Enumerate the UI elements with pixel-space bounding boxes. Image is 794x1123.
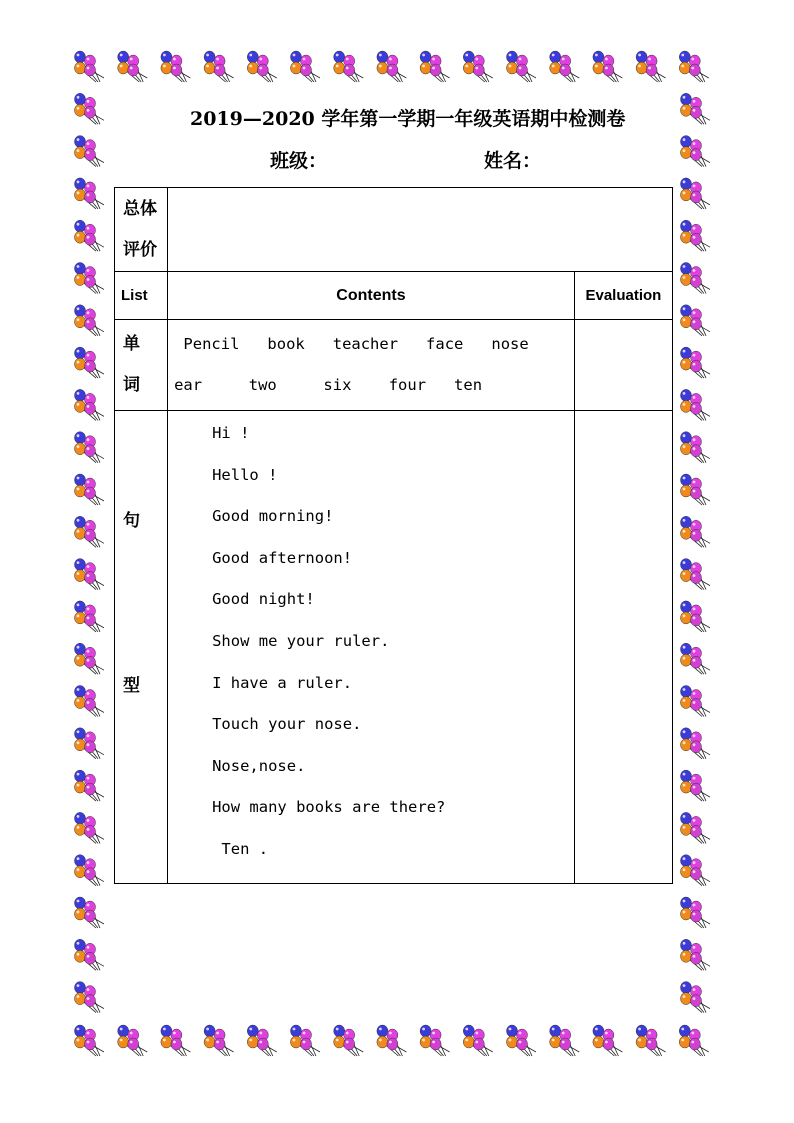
sentence-item: Good night! — [212, 590, 315, 609]
balloon-cluster-icon — [679, 1025, 709, 1056]
sentence-item: Good morning! — [212, 507, 334, 526]
balloon-cluster-icon — [681, 686, 711, 717]
balloon-cluster-icon — [463, 1025, 493, 1056]
balloon-cluster-icon — [334, 51, 364, 82]
sentences-row — [115, 411, 673, 884]
balloon-cluster-icon — [291, 51, 321, 82]
balloon-cluster-icon — [681, 474, 711, 505]
balloon-cluster-icon — [681, 982, 711, 1013]
vocabulary-label-1: 单 — [123, 334, 140, 354]
balloon-cluster-icon — [681, 220, 711, 251]
balloon-cluster-icon — [681, 812, 711, 843]
balloon-cluster-icon — [377, 1025, 407, 1056]
balloon-cluster-icon — [75, 559, 105, 590]
balloon-cluster-icon — [377, 51, 407, 82]
balloon-cluster-icon — [679, 51, 709, 82]
balloon-cluster-icon — [75, 178, 105, 209]
vocabulary-cell — [168, 320, 575, 411]
balloon-cluster-icon — [681, 643, 711, 674]
balloon-cluster-icon — [291, 1025, 321, 1056]
balloon-cluster-icon — [636, 51, 666, 82]
balloon-cluster-icon — [507, 51, 537, 82]
balloon-cluster-icon — [550, 1025, 580, 1056]
balloon-cluster-icon — [463, 51, 493, 82]
overall-evaluation-cell[interactable] — [168, 188, 673, 272]
balloon-cluster-icon — [75, 263, 105, 294]
balloon-cluster-icon — [420, 1025, 450, 1056]
vocabulary-label-2: 词 — [123, 375, 140, 395]
balloon-cluster-icon — [681, 770, 711, 801]
balloon-cluster-icon — [681, 939, 711, 970]
sentences-label-1: 句 — [123, 511, 140, 531]
sentence-item: Hello ! — [212, 465, 278, 484]
sentence-item: Hi ! — [212, 424, 250, 442]
sentences-evaluation-cell[interactable] — [574, 411, 672, 884]
balloon-cluster-icon — [593, 1025, 623, 1056]
balloon-cluster-icon — [550, 51, 580, 82]
vocabulary-row — [115, 320, 673, 411]
balloon-cluster-icon — [75, 643, 105, 674]
balloon-cluster-icon — [681, 855, 711, 886]
page-title: 2019—2020 学年第一学期一年级英语期中检测卷 — [190, 108, 626, 130]
contents-header: Contents — [168, 272, 575, 320]
vocabulary-line: Pencil book teacher face nose — [174, 335, 529, 353]
sentences-cell — [168, 411, 575, 884]
balloon-cluster-icon — [681, 136, 711, 167]
balloon-cluster-icon — [118, 1025, 148, 1056]
balloon-cluster-icon — [247, 51, 276, 82]
balloon-cluster-icon — [681, 559, 711, 590]
sentence-item: I have a ruler. — [212, 673, 353, 692]
balloon-cluster-icon — [681, 347, 711, 378]
balloon-cluster-icon — [681, 601, 711, 632]
balloon-cluster-icon — [75, 601, 105, 632]
overall-label-2: 评价 — [123, 239, 157, 260]
balloon-cluster-icon — [75, 982, 105, 1013]
sentence-item: Nose,nose. — [212, 756, 306, 775]
balloon-cluster-icon — [75, 855, 105, 886]
balloon-cluster-icon — [681, 305, 711, 336]
balloon-cluster-icon — [681, 93, 711, 124]
balloon-cluster-icon — [75, 516, 105, 547]
balloon-cluster-icon — [204, 51, 234, 82]
vocabulary-label-cell — [115, 320, 168, 411]
sentence-item: Show me your ruler. — [212, 631, 390, 650]
balloon-cluster-icon — [681, 263, 711, 294]
balloon-cluster-icon — [75, 389, 105, 420]
balloon-cluster-icon — [161, 51, 191, 82]
sentence-item: Ten . — [212, 839, 269, 858]
evaluation-table — [114, 187, 673, 884]
balloon-cluster-icon — [247, 1025, 276, 1056]
sentence-item: Touch your nose. — [212, 715, 362, 734]
balloon-cluster-icon — [75, 1025, 105, 1056]
balloon-cluster-icon — [420, 51, 450, 82]
balloon-cluster-icon — [204, 1025, 234, 1056]
balloon-cluster-icon — [75, 686, 105, 717]
sentences-label-2: 型 — [123, 676, 140, 696]
balloon-cluster-icon — [75, 812, 105, 843]
balloon-cluster-icon — [507, 1025, 537, 1056]
balloon-cluster-icon — [75, 220, 105, 251]
balloon-cluster-icon — [75, 474, 105, 505]
name-label: 姓名： — [484, 150, 542, 172]
overall-label-cell — [115, 188, 168, 272]
balloon-cluster-icon — [75, 305, 105, 336]
balloon-cluster-icon — [75, 432, 105, 463]
balloon-cluster-icon — [75, 347, 105, 378]
balloon-cluster-icon — [593, 51, 623, 82]
balloon-cluster-icon — [75, 770, 105, 801]
evaluation-header: Evaluation — [574, 272, 672, 320]
header-row — [115, 272, 673, 320]
balloon-cluster-icon — [681, 897, 711, 928]
list-header: List — [115, 272, 168, 320]
balloon-cluster-icon — [75, 93, 105, 124]
sentences-label-cell — [115, 411, 168, 884]
balloon-cluster-icon — [681, 389, 711, 420]
balloon-cluster-icon — [334, 1025, 364, 1056]
class-label: 班级： — [270, 150, 328, 172]
sentence-item: Good afternoon! — [212, 548, 353, 567]
balloon-cluster-icon — [75, 939, 105, 970]
vocabulary-evaluation-cell[interactable] — [574, 320, 672, 411]
balloon-cluster-icon — [681, 516, 711, 547]
balloon-cluster-icon — [75, 51, 105, 82]
balloon-cluster-icon — [681, 178, 711, 209]
vocabulary-line: ear two six four ten — [174, 376, 483, 394]
overall-row — [115, 188, 673, 272]
balloon-cluster-icon — [636, 1025, 666, 1056]
balloon-cluster-icon — [75, 728, 105, 759]
overall-label-1: 总体 — [123, 198, 157, 219]
balloon-cluster-icon — [681, 728, 711, 759]
balloon-cluster-icon — [75, 897, 105, 928]
balloon-cluster-icon — [118, 51, 148, 82]
balloon-cluster-icon — [161, 1025, 191, 1056]
balloon-cluster-icon — [681, 432, 711, 463]
balloon-cluster-icon — [75, 136, 105, 167]
sentence-item: How many books are there? — [212, 798, 446, 817]
